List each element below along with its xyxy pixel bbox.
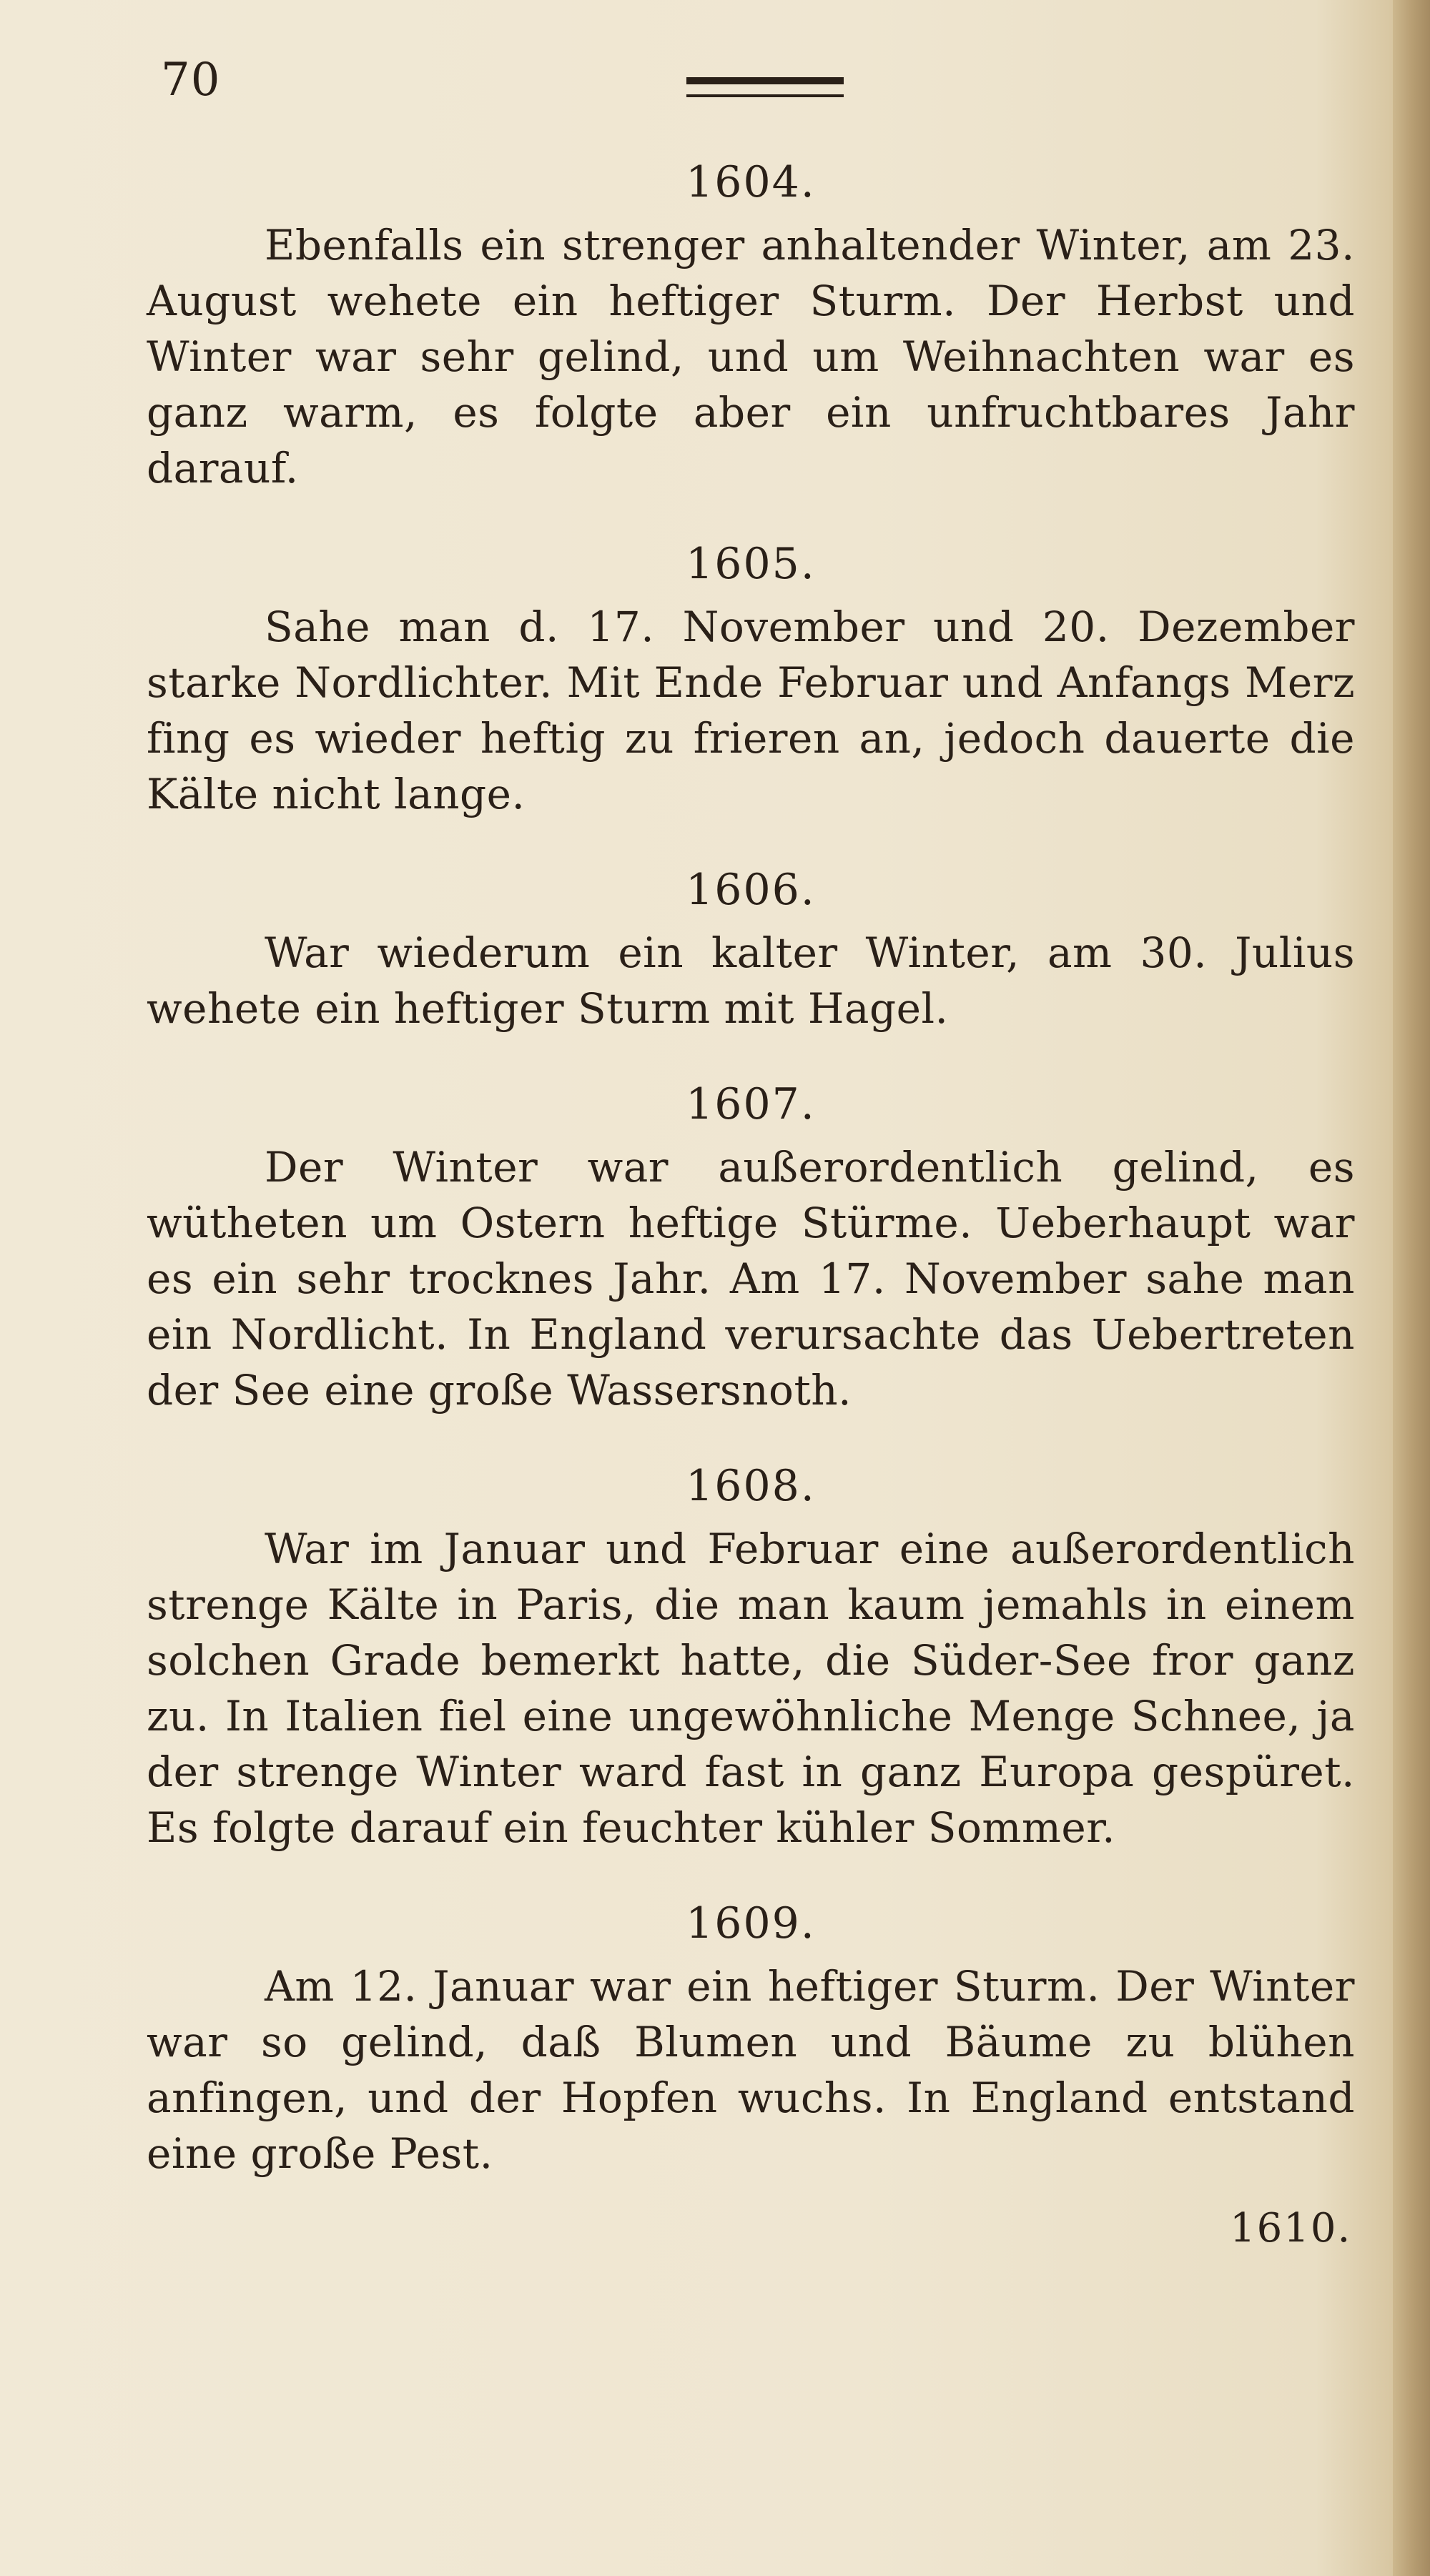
page-edge bbox=[1393, 0, 1430, 2576]
entry-year: 1608. bbox=[686, 1461, 816, 1511]
entry-text: Sahe man d. 17. November und 20. Dezember starke Nordlichter. Mit Ende Februar und Anfangs Merz fing es wieder heftig zu frieren an, jedoch dauerte die Kälte nicht lange. bbox=[147, 603, 1355, 818]
entry-year: 1607. bbox=[686, 1079, 816, 1129]
entry-text: War wiederum ein kalter Winter, am 30. Julius wehete ein heftiger Sturm mit Hagel. bbox=[147, 928, 1355, 1033]
entry-1605 bbox=[147, 539, 1355, 822]
entry-text: Der Winter war außerordentlich gelind, es wütheten um Ostern heftige Stürme. Ueberhaupt war es ein sehr trocknes Jahr. Am 17. November sahe man ein Nordlicht. In England verursachte das Uebertreten der See eine große Wassersnoth. bbox=[147, 1143, 1355, 1415]
entry-1608 bbox=[147, 1461, 1355, 1856]
catchword: 1610. bbox=[1230, 2205, 1352, 2251]
entry-1609 bbox=[147, 1898, 1355, 2181]
entry-text: War im Januar und Februar eine außerordentlich strenge Kälte in Paris, die man kaum jemahls in einem solchen Grade bemerkt hatte, die Süder-See fror ganz zu. In Italien fiel eine ungewöhnliche Menge Schnee, ja der strenge Winter ward fast in ganz Europa gespüret. Es folgte darauf ein feuchter kühler Sommer. bbox=[147, 1525, 1355, 1852]
entry-text: Ebenfalls ein strenger anhaltender Winter, am 23. August wehete ein heftiger Sturm. Der Herbst und Winter war sehr gelind, und um Weihnachten war es ganz warm, es folgte aber ein unfruchtbares Jahr darauf. bbox=[147, 221, 1355, 492]
entry-1604 bbox=[147, 157, 1355, 496]
entry-year: 1604. bbox=[686, 157, 816, 207]
entry-text: Am 12. Januar war ein heftiger Sturm. Der Winter war so gelind, daß Blumen und Bäume zu blühen anfingen, und der Hopfen wuchs. In England entstand eine große Pest. bbox=[147, 1962, 1355, 2178]
entry-year: 1606. bbox=[686, 865, 816, 915]
entry-1606 bbox=[147, 865, 1355, 1036]
page-number: 70 bbox=[161, 54, 221, 106]
entry-year: 1605. bbox=[686, 539, 816, 589]
page-content bbox=[147, 157, 1355, 2224]
entry-year: 1609. bbox=[686, 1898, 816, 1948]
entry-1607 bbox=[147, 1079, 1355, 1418]
header-ornament-rule bbox=[686, 77, 844, 97]
